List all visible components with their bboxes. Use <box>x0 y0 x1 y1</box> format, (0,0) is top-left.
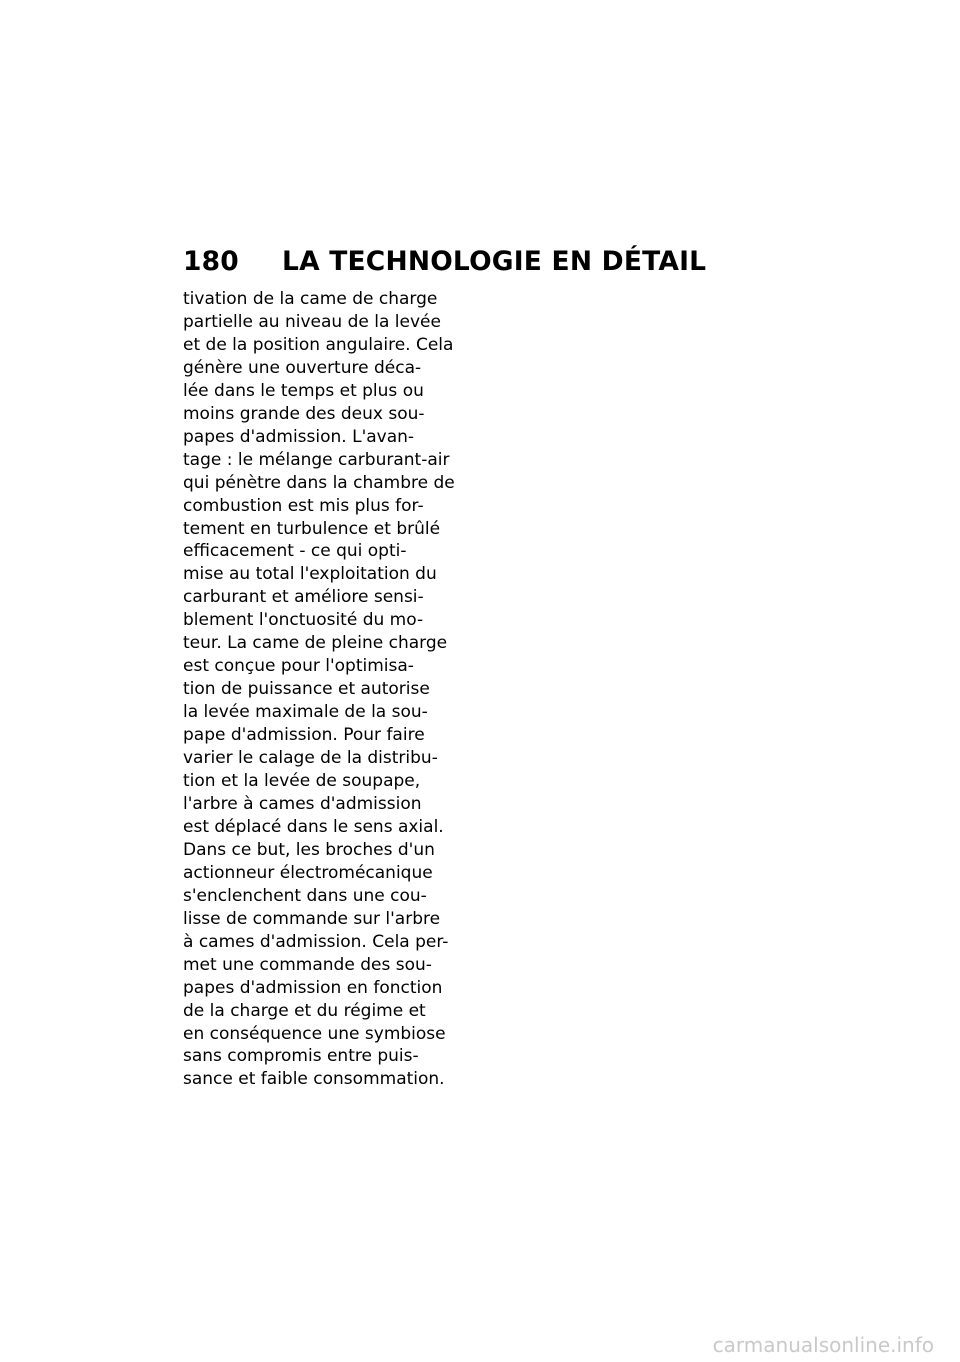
text-line: varier le calage de la distribu- <box>183 748 438 769</box>
text-line: la levée maximale de la sou- <box>183 702 428 723</box>
text-line: papes d'admission en fonction <box>183 977 443 998</box>
text-line: partielle au niveau de la levée <box>183 311 441 332</box>
text-line: met une commande des sou- <box>183 954 432 975</box>
text-line: pape d'admission. Pour faire <box>183 725 425 746</box>
text-line: et de la position angulaire. Cela <box>183 334 454 355</box>
text-line: à cames d'admission. Cela per- <box>183 931 449 952</box>
text-line: tion de puissance et autorise <box>183 679 430 700</box>
text-line: tion et la levée de soupape, <box>183 771 421 792</box>
chapter-title: LA TECHNOLOGIE EN DÉTAIL <box>282 246 707 277</box>
text-line: carburant et améliore sensi- <box>183 587 424 608</box>
text-line: tement en turbulence et brûlé <box>183 518 441 539</box>
text-line: efficacement - ce qui opti- <box>183 541 407 562</box>
text-line: tivation de la came de charge <box>183 289 438 309</box>
text-line: l'arbre à cames d'admission <box>183 793 422 814</box>
text-line: lisse de commande sur l'arbre <box>183 908 441 929</box>
text-line: sans compromis entre puis- <box>183 1046 419 1067</box>
text-line: sance et faible consommation. <box>183 1069 445 1090</box>
text-line: actionneur électromécanique <box>183 862 433 883</box>
text-line: combustion est mis plus for- <box>183 495 424 516</box>
text-line: lée dans le temps et plus ou <box>183 380 424 401</box>
page-header <box>183 246 743 278</box>
text-line: génère une ouverture déca- <box>183 357 422 378</box>
text-line: est déplacé dans le sens axial. <box>183 816 444 837</box>
text-line: teur. La came de pleine charge <box>183 633 448 654</box>
text-line: qui pénètre dans la chambre de <box>183 472 455 493</box>
text-line: est conçue pour l'optimisa- <box>183 656 414 677</box>
text-line: de la charge et du régime et <box>183 1000 426 1021</box>
text-line: moins grande des deux sou- <box>183 403 425 424</box>
text-line: tage : le mélange carburant-air <box>183 449 450 470</box>
page-number: 180 <box>183 246 239 277</box>
text-line: blement l'onctuosité du mo- <box>183 610 424 631</box>
watermark-text: carmanualsonline.info <box>712 1333 934 1357</box>
text-line: Dans ce but, les broches d'un <box>183 839 435 860</box>
text-line: mise au total l'exploitation du <box>183 564 437 585</box>
text-line: papes d'admission. L'avan- <box>183 426 415 447</box>
text-line: en conséquence une symbiose <box>183 1023 446 1044</box>
text-line: s'enclenchent dans une cou- <box>183 885 427 906</box>
body-text-column <box>183 288 463 1091</box>
